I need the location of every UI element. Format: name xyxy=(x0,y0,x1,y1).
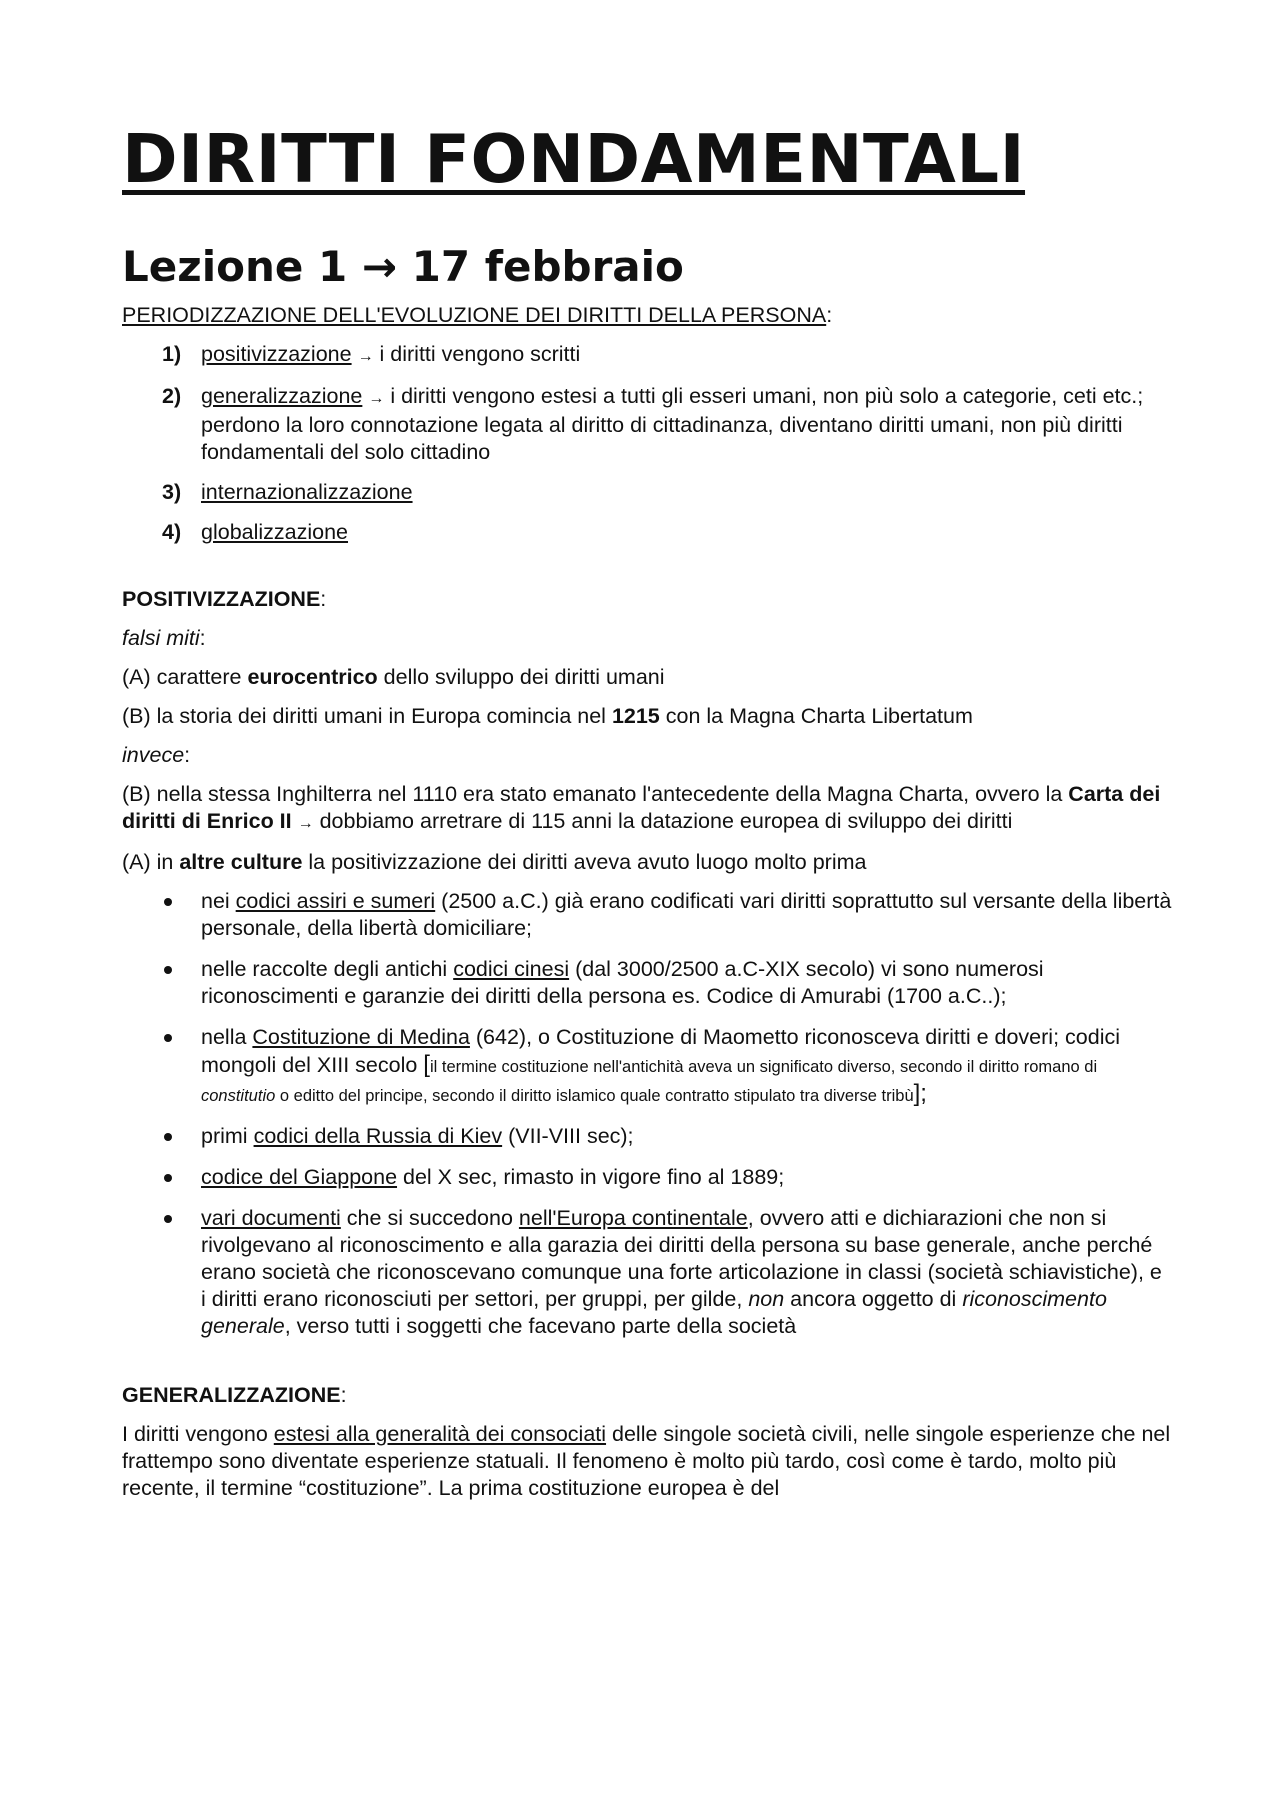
text: , verso tutti i soggetti che facevano parte della società xyxy=(284,1314,797,1338)
list-item xyxy=(122,383,1172,466)
right-arrow-icon: → xyxy=(368,390,385,407)
falsi-miti-label: falsi miti: xyxy=(122,626,206,650)
list-term: globalizzazione xyxy=(201,520,349,544)
paragraph xyxy=(122,1421,1172,1502)
text: (A) in xyxy=(122,850,180,874)
text: (642), o Costituzione di Maometto riconosceva diritti e doveri; codici mongoli del XIII secolo xyxy=(201,1025,1120,1077)
right-arrow-icon: → xyxy=(357,348,374,365)
colon: : xyxy=(826,303,833,327)
culture-bullet-list xyxy=(122,888,1172,1340)
bullet-icon xyxy=(164,1174,172,1182)
list-item xyxy=(122,479,1172,506)
positiv-heading xyxy=(122,586,1172,613)
bullet-icon xyxy=(164,966,172,974)
paragraph xyxy=(122,664,1172,691)
bullet-icon xyxy=(164,1133,172,1141)
text: (2500 a.C.) già erano codificati vari diritti soprattutto sul versante della libertà personale, della libertà domiciliare; xyxy=(201,889,1172,940)
text: la positivizzazione dei diritti aveva avuto luogo molto prima xyxy=(302,850,867,874)
general-heading xyxy=(122,1382,1172,1409)
lesson-heading xyxy=(122,242,1172,292)
underlined-text: codici assiri e sumeri xyxy=(235,889,436,913)
right-arrow-icon: → xyxy=(361,242,398,291)
colon: : xyxy=(320,587,327,611)
bullet-icon xyxy=(164,1215,172,1223)
list-item xyxy=(122,1123,1172,1150)
paragraph xyxy=(122,849,1172,876)
text: dello sviluppo dei diritti umani xyxy=(377,665,665,689)
underlined-text: codici della Russia di Kiev xyxy=(253,1124,503,1148)
underlined-text: nell'Europa continentale xyxy=(518,1206,748,1230)
list-item xyxy=(122,888,1172,942)
italic-text: non xyxy=(748,1287,785,1311)
text: (B) nella stessa Inghilterra nel 1110 era stato emanato l'antecedente della Magna Charta, ovvero la xyxy=(122,782,1069,806)
text: (VII-VIII sec); xyxy=(502,1124,634,1148)
list-text: i diritti vengono estesi a tutti gli esseri umani, non più solo a categorie, ceti etc.; perdono la loro connotazione legata al diritto di cittadinanza, diventano diritti umani, non più diritti fondamentali del solo cittadino xyxy=(201,384,1144,464)
section-title: GENERALIZZAZIONE xyxy=(122,1383,341,1407)
italic-label: falsi miti xyxy=(122,626,200,650)
bold-text: Carta dei diritti di Enrico II xyxy=(122,782,1161,833)
underlined-text: estesi alla generalità dei consociati xyxy=(273,1422,607,1446)
bold-text: eurocentrico xyxy=(247,665,378,689)
text: nelle raccolte degli antichi xyxy=(201,957,454,981)
text: primi xyxy=(201,1124,254,1148)
list-number: 1) xyxy=(162,342,182,366)
right-arrow-icon: → xyxy=(297,815,314,832)
text: (B) la storia dei diritti umani in Europa comincia nel xyxy=(122,704,612,728)
list-term: positivizzazione xyxy=(201,342,352,366)
list-item xyxy=(122,519,1172,546)
underlined-text: codici cinesi xyxy=(453,957,570,981)
periodization-title: PERIODIZZAZIONE DELL'EVOLUZIONE DEI DIRITTI DELLA PERSONA xyxy=(122,303,827,327)
list-item xyxy=(122,956,1172,1010)
paragraph xyxy=(122,781,1172,837)
text: ancora oggetto di xyxy=(784,1287,963,1311)
text: , ovvero atti e dichiarazioni che non si rivolgevano al riconoscimento e alla garazia dei diritti della persona su base generale, anche perché erano società che riconoscevano comunque una forte articolazione in classi (società schiavistiche), e i diritti erano riconosciuti per settori, per gruppi, per gilde, xyxy=(201,1206,1162,1311)
bold-text: altre culture xyxy=(179,850,303,874)
underlined-text: Costituzione di Medina xyxy=(252,1025,470,1049)
note-text: o editto del principe, secondo il diritto islamico quale contratto stipulato tra diverse tribù xyxy=(275,1087,914,1105)
text: del X sec, rimasto in vigore fino al 1889; xyxy=(397,1165,785,1189)
lesson-label: Lezione 1 xyxy=(122,242,348,291)
periodization-list xyxy=(122,341,1172,546)
text: nella xyxy=(201,1025,253,1049)
text: nei xyxy=(201,889,236,913)
italic-label: invece xyxy=(122,743,185,767)
list-item xyxy=(122,1164,1172,1191)
document-page xyxy=(122,118,1172,1514)
list-term: generalizzazione xyxy=(201,384,363,408)
list-term: internazionalizzazione xyxy=(201,480,413,504)
underlined-text: vari documenti xyxy=(201,1206,341,1230)
note-italic: constitutio xyxy=(201,1087,276,1105)
list-item xyxy=(122,1205,1172,1340)
list-number: 2) xyxy=(162,384,182,408)
italic-text: riconoscimento generale xyxy=(201,1287,1107,1338)
section-title: POSITIVIZZAZIONE xyxy=(122,587,321,611)
underlined-text: codice del Giappone xyxy=(201,1165,398,1189)
text: delle singole società civili, nelle singole esperienze che nel frattempo sono diventate esperienze statuali. Il fenomeno è molto più tardo, così come è tardo, molto più recente, il termine “costituzione”. La prima costituzione europea è del xyxy=(122,1422,1171,1500)
text: dobbiamo arretrare di 115 anni la datazione europea di sviluppo dei diritti xyxy=(313,809,1013,833)
bracket: ]; xyxy=(913,1080,927,1107)
periodization-heading xyxy=(122,302,1172,329)
text: che si succedono xyxy=(340,1206,519,1230)
lesson-date: 17 febbraio xyxy=(411,242,684,291)
note-text: il termine costituzione nell'antichità aveva un significato diverso, secondo il diritto romano di xyxy=(429,1058,1098,1076)
page-title: DIRITTI FONDAMENTALI xyxy=(122,120,1026,198)
text: (A) carattere xyxy=(122,665,248,689)
list-item xyxy=(122,341,1172,370)
bullet-icon xyxy=(164,898,172,906)
list-number: 4) xyxy=(162,520,182,544)
text: (dal 3000/2500 a.C-XIX secolo) vi sono numerosi riconoscimenti e garanzie dei diritti della persona es. Codice di Amurabi (1700 a.C..); xyxy=(201,957,1044,1008)
list-number: 3) xyxy=(162,480,182,504)
bullet-icon xyxy=(164,1034,172,1042)
list-item xyxy=(122,1024,1172,1109)
bracket: [ xyxy=(423,1051,430,1078)
colon: : xyxy=(340,1383,347,1407)
text: con la Magna Charta Libertatum xyxy=(659,704,973,728)
list-text: i diritti vengono scritti xyxy=(373,342,581,366)
invece-label: invece: xyxy=(122,743,191,767)
bold-text: 1215 xyxy=(611,704,660,728)
text: I diritti vengono xyxy=(122,1422,274,1446)
paragraph xyxy=(122,703,1172,730)
